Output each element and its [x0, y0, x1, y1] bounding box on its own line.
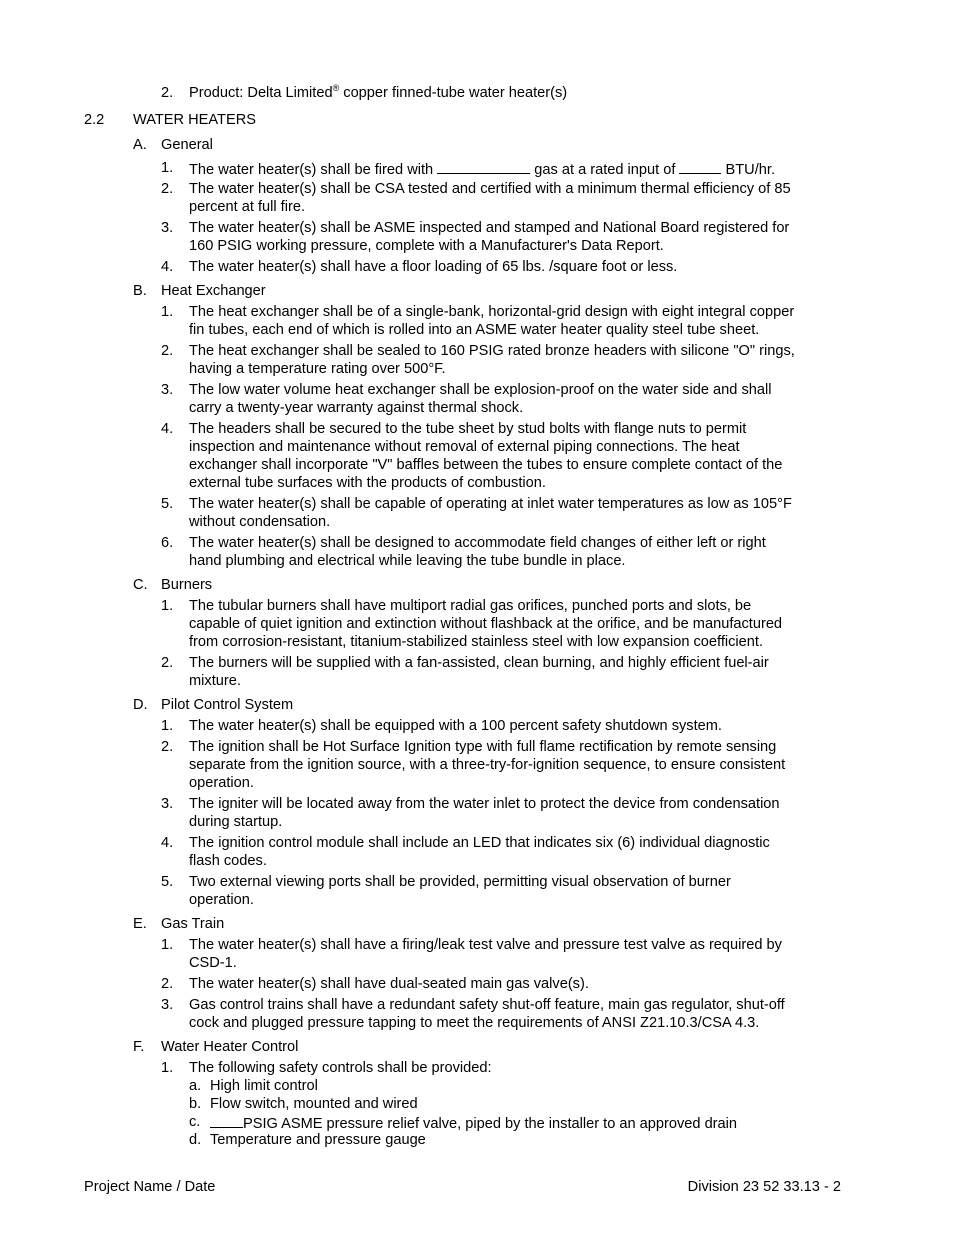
sub-list-text: Temperature and pressure gauge [210, 1132, 426, 1148]
list-number: 3. [161, 220, 174, 236]
list-item-text: The water heater(s) shall have a firing/leak test valve and pressure test valve as required by [189, 937, 782, 953]
list-number: 1. [161, 598, 174, 614]
footer-page-number: Division 23 52 33.13 - 2 [687, 1179, 841, 1195]
list-number: 1. [161, 718, 174, 734]
list-item-text: Two external viewing ports shall be provided, permitting visual observation of burner [189, 874, 731, 890]
list-item-text: The ignition shall be Hot Surface Ignition type with full flame rectification by remote sensing [189, 739, 777, 755]
list-item-text: The water heater(s) shall be designed to accommodate field changes of either left or right [189, 535, 766, 551]
sub-list-letter: b. [189, 1096, 202, 1112]
list-item-text: The water heater(s) shall be CSA tested and certified with a minimum thermal efficiency of 85 [189, 181, 791, 197]
list-item-text: The tubular burners shall have multiport radial gas orifices, punched ports and slots, be [189, 598, 752, 614]
subsection-title: Burners [161, 577, 213, 593]
fill-in-blank [210, 1113, 243, 1128]
list-item-text: operation. [189, 892, 254, 908]
list-number: 5. [161, 496, 174, 512]
list-item-text: The burners will be supplied with a fan-assisted, clean burning, and highly efficient fuel-air [189, 655, 769, 671]
subsection-letter: A. [133, 137, 147, 153]
sub-list-letter: d. [189, 1132, 202, 1148]
list-item-text: CSD-1. [189, 955, 237, 971]
list-item-text: cock and plugged pressure tapping to meet the requirements of ANSI Z21.10.3/CSA 4.3. [189, 1015, 760, 1031]
list-number: 1. [161, 304, 174, 320]
list-item-text: The water heater(s) shall have a floor loading of 65 lbs. /square foot or less. [189, 259, 678, 275]
list-item-text: The heat exchanger shall be of a single-bank, horizontal-grid design with eight integral copper [189, 304, 795, 320]
subsection-letter: F. [133, 1039, 145, 1055]
list-number: 3. [161, 796, 174, 812]
list-item-text: The igniter will be located away from the water inlet to protect the device from condensation [189, 796, 780, 812]
fill-in-blank [437, 159, 530, 174]
section-number: 2.2 [84, 112, 105, 128]
list-item-text: separate from the ignition source, with a three-try-for-ignition sequence, to ensure consistent [189, 757, 786, 773]
list-item-text: Gas control trains shall have a redundant safety shut-off feature, main gas regulator, shut-off [189, 997, 785, 1013]
subsection-letter: B. [133, 283, 147, 299]
list-item-text: operation. [189, 775, 254, 791]
list-item-text: The water heater(s) shall have dual-seated main gas valve(s). [189, 976, 589, 992]
subsection-title: Gas Train [161, 916, 225, 932]
list-number: 2. [161, 655, 174, 671]
list-item-text: flash codes. [189, 853, 267, 869]
list-number: 4. [161, 421, 174, 437]
list-number: 6. [161, 535, 174, 551]
list-number: 4. [161, 835, 174, 851]
list-item-text: from corrosion-resistant, titanium-stabilized stainless steel with low expansion coefficient. [189, 634, 764, 650]
fill-in-blank [679, 159, 721, 174]
list-item-text: without condensation. [189, 514, 331, 530]
list-item-text: The ignition control module shall include an LED that indicates six (6) individual diagnostic [189, 835, 770, 851]
list-item-text: 160 PSIG working pressure, complete with a Manufacturer's Data Report. [189, 238, 664, 254]
list-number: 2. [161, 343, 174, 359]
list-item-text: inspection and maintenance without removal of external piping connections. The heat [189, 439, 740, 455]
list-item-text: exchanger shall incorporate "V" baffles between the tubes to ensure complete contact of the [189, 457, 783, 473]
list-number: 3. [161, 382, 174, 398]
list-number: 2. [161, 976, 174, 992]
footer-project-name: Project Name / Date [84, 1179, 216, 1195]
list-item-text: The water heater(s) shall be equipped with a 100 percent safety shutdown system. [189, 718, 722, 734]
section-title: WATER HEATERS [133, 112, 256, 128]
list-item-text: carry a twenty-year warranty against thermal shock. [189, 400, 524, 416]
subsection-title: Water Heater Control [161, 1039, 299, 1055]
list-number: 1. [161, 937, 174, 953]
intro-item-text: Product: Delta Limited® copper finned-tube water heater(s) [189, 83, 568, 101]
subsection-letter: E. [133, 916, 147, 932]
subsection-title: General [161, 137, 213, 153]
sub-list-text: PSIG ASME pressure relief valve, piped by the installer to an approved drain [210, 1113, 737, 1133]
registered-mark: ® [332, 83, 340, 94]
list-item-text: The water heater(s) shall be fired with gas at a rated input of BTU/hr. [189, 159, 775, 179]
list-number: 5. [161, 874, 174, 890]
list-item-text: mixture. [189, 673, 241, 689]
list-number: 2. [161, 739, 174, 755]
list-item-text: The heat exchanger shall be sealed to 160 PSIG rated bronze headers with silicone "O" rings, [189, 343, 795, 359]
list-item-text: capable of quiet ignition and extinction without flashback at the orifice, and be manufactured [189, 616, 783, 632]
list-number: 4. [161, 259, 174, 275]
list-item-text: The headers shall be secured to the tube sheet by stud bolts with flange nuts to permit [189, 421, 747, 437]
list-item-text: during startup. [189, 814, 283, 830]
sub-list-letter: c. [189, 1114, 201, 1130]
sub-list-text: High limit control [210, 1078, 318, 1094]
list-number: 1. [161, 1060, 174, 1076]
list-item-text: having a temperature rating over 500°F. [189, 361, 446, 377]
list-number: 2. [161, 181, 174, 197]
list-item-text: The water heater(s) shall be ASME inspected and stamped and National Board registered for [189, 220, 790, 236]
list-number: 1. [161, 160, 174, 176]
subsection-letter: D. [133, 697, 148, 713]
list-item-text: hand plumbing and electrical while leaving the tube bundle in place. [189, 553, 626, 569]
sub-list-text: Flow switch, mounted and wired [210, 1096, 418, 1112]
list-number: 2. [161, 85, 174, 101]
sub-list-letter: a. [189, 1078, 202, 1094]
list-item-text: external tube surfaces with the products of combustion. [189, 475, 546, 491]
list-number: 3. [161, 997, 174, 1013]
subsection-title: Pilot Control System [161, 697, 294, 713]
list-item-text: The low water volume heat exchanger shall be explosion-proof on the water side and shall [189, 382, 772, 398]
list-item-text: The following safety controls shall be provided: [189, 1060, 492, 1076]
list-item-text: fin tubes, each end of which is rolled into an ASME water heater quality steel tube sheet. [189, 322, 760, 338]
subsection-letter: C. [133, 577, 148, 593]
list-item-text: percent at full fire. [189, 199, 305, 215]
list-item-text: The water heater(s) shall be capable of operating at inlet water temperatures as low as 105°F [189, 496, 792, 512]
subsection-title: Heat Exchanger [161, 283, 266, 299]
